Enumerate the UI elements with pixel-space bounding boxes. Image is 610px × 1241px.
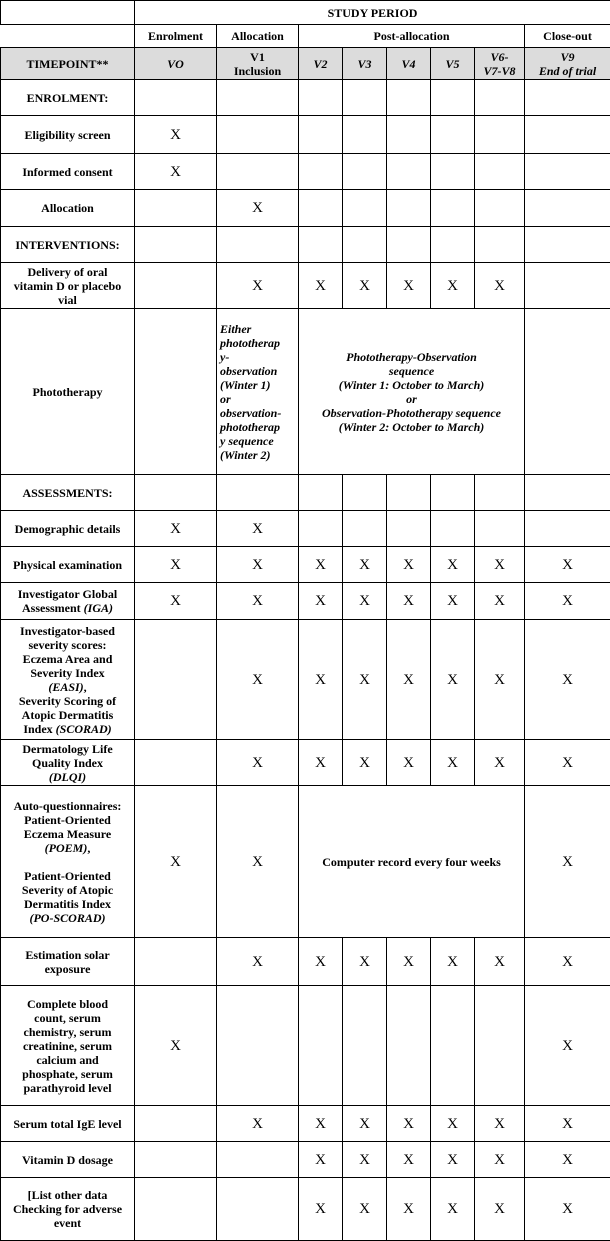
timepoint-v6-v8	[475, 48, 525, 80]
timepoint-v3: V3	[343, 48, 387, 80]
mark-cell: X	[431, 1142, 475, 1178]
mark-cell: X	[387, 1106, 431, 1142]
timepoint-v1-line1: V1	[250, 49, 265, 64]
mark-cell: X	[387, 583, 431, 620]
post-allocation-phase-header: Post-allocation	[299, 25, 525, 48]
note-line: observation	[220, 363, 278, 378]
label-line: Severity Scoring of	[18, 693, 117, 708]
row-label-demographic: Demographic details	[1, 511, 135, 547]
row-label-eligibility: Eligibility screen	[1, 116, 135, 154]
mark-cell: X	[431, 263, 475, 309]
note-line: Either	[220, 321, 252, 336]
mark-cell: X	[343, 938, 387, 986]
mark-cell: X	[299, 1178, 343, 1241]
mark-cell: X	[217, 583, 299, 620]
mark-cell: X	[299, 1142, 343, 1178]
mark-cell: X	[525, 1106, 610, 1142]
note-line: phototherap	[220, 335, 281, 350]
mark-cell: X	[299, 583, 343, 620]
label-abbrev: (PO-SCORAD)	[29, 910, 106, 925]
row-label-physical: Physical examination	[1, 547, 135, 583]
label-abbrev: (IGA)	[83, 601, 113, 615]
timepoint-v1	[217, 48, 299, 80]
section-assessments: ASSESSMENTS:	[1, 475, 135, 511]
mark-cell: X	[387, 1178, 431, 1241]
mark-cell: X	[475, 740, 525, 786]
row-label-iga	[1, 583, 135, 620]
mark-cell: X	[135, 547, 217, 583]
label-comma: ,	[83, 679, 87, 694]
label-line: Dermatology Life	[22, 741, 113, 756]
row-label-blood-tests	[1, 986, 135, 1106]
timepoint-v9-line2: End of trial	[538, 63, 597, 78]
mark-cell: X	[525, 740, 610, 786]
label-line: Investigator Global	[17, 587, 118, 601]
mark-cell: X	[475, 263, 525, 309]
mark-cell: X	[525, 620, 610, 740]
label-line: calcium and	[36, 1052, 99, 1067]
label-line: phosphate, serum	[22, 1066, 113, 1081]
row-label-vitamin-d-delivery	[1, 263, 135, 309]
label-line: count, serum	[34, 1010, 101, 1025]
timepoint-v0-text: VO	[167, 56, 184, 71]
label-abbrev: (SCORAD)	[55, 721, 112, 736]
note-line: or	[220, 391, 231, 406]
label-comma: ,	[87, 840, 91, 855]
mark-cell: X	[135, 583, 217, 620]
mark-cell: X	[217, 786, 299, 938]
label-line: event	[53, 1216, 82, 1230]
mark-cell: X	[299, 263, 343, 309]
mark-cell: X	[217, 511, 299, 547]
mark-cell: X	[343, 1106, 387, 1142]
header-blank-cell	[1, 1, 135, 25]
mark-cell: X	[475, 547, 525, 583]
note-line: phototherap	[220, 419, 281, 434]
mark-cell: X	[217, 740, 299, 786]
mark-cell: X	[299, 547, 343, 583]
row-label-ige: Serum total IgE level	[1, 1106, 135, 1142]
label-line: Auto-questionnaires:	[13, 798, 122, 813]
mark-cell: X	[343, 740, 387, 786]
label-abbrev: (EASI)	[48, 679, 84, 694]
label-line: Investigator-based	[20, 623, 115, 638]
section-enrolment: ENROLMENT:	[1, 80, 135, 116]
mark-cell: X	[475, 938, 525, 986]
label-line: Estimation solar	[25, 947, 110, 962]
label-line: Index	[23, 721, 56, 736]
note-line: sequence	[388, 363, 435, 378]
label-line: [List other data	[27, 1188, 108, 1202]
mark-cell: X	[431, 938, 475, 986]
mark-cell: X	[343, 1178, 387, 1241]
mark-cell: X	[475, 620, 525, 740]
row-label-auto-questionnaires	[1, 786, 135, 938]
mark-cell: X	[525, 547, 610, 583]
mark-cell: X	[475, 583, 525, 620]
label-line: severity scores:	[28, 637, 107, 652]
section-interventions: INTERVENTIONS:	[1, 227, 135, 263]
mark-cell: X	[475, 1106, 525, 1142]
label-line: Assessment	[21, 601, 84, 615]
timepoint-v2: V2	[299, 48, 343, 80]
mark-cell: X	[217, 547, 299, 583]
computer-record-note: Computer record every four weeks	[299, 786, 525, 938]
mark-cell: X	[525, 1178, 610, 1241]
note-line: (Winter 2)	[220, 447, 271, 462]
mark-cell: X	[431, 620, 475, 740]
label-line: vitamin D or placebo	[13, 278, 122, 293]
timepoint-v9	[525, 48, 610, 80]
note-line: Phototherapy-Observation	[346, 349, 477, 364]
mark-cell: X	[475, 1178, 525, 1241]
mark-cell: X	[343, 583, 387, 620]
mark-cell: X	[299, 620, 343, 740]
row-label-solar-exposure	[1, 938, 135, 986]
timepoint-v6-line1: V6-	[490, 49, 509, 64]
mark-cell: X	[217, 1106, 299, 1142]
note-line: (Winter 1: October to March)	[338, 377, 485, 392]
label-line: creatinine, serum	[22, 1038, 113, 1053]
mark-cell: X	[343, 547, 387, 583]
study-period-header: STUDY PERIOD	[135, 1, 610, 25]
label-line: Complete blood	[27, 996, 108, 1011]
label-line: exposure	[44, 961, 91, 976]
note-line: (Winter 2: October to March)	[338, 419, 485, 434]
note-line: or	[406, 391, 417, 406]
label-line: Quality Index	[31, 755, 103, 770]
mark-cell: X	[431, 1178, 475, 1241]
mark-cell: X	[299, 938, 343, 986]
label-line: Patient-Oriented	[24, 868, 111, 883]
row-label-vitamin-d-dosage: Vitamin D dosage	[1, 1142, 135, 1178]
mark-cell: X	[387, 938, 431, 986]
mark-cell: X	[431, 1106, 475, 1142]
phototherapy-allocation-note	[217, 309, 299, 475]
note-line: y-	[220, 349, 230, 364]
allocation-phase-header: Allocation	[217, 25, 299, 48]
row-label-consent: Informed consent	[1, 154, 135, 190]
mark-cell: X	[387, 620, 431, 740]
label-line: Delivery of oral	[27, 264, 108, 279]
mark-cell: X	[217, 620, 299, 740]
timepoint-v0	[135, 48, 217, 80]
mark-cell: X	[525, 1142, 610, 1178]
mark-cell: X	[525, 583, 610, 620]
enrolment-phase-header: Enrolment	[135, 25, 217, 48]
timepoint-label: TIMEPOINT**	[1, 48, 135, 80]
label-line: Atopic Dermatitis	[21, 707, 114, 722]
timepoint-v6-line2: V7-V8	[483, 63, 516, 78]
row-label-other-data	[1, 1178, 135, 1241]
mark-cell: X	[343, 263, 387, 309]
row-label-severity-scores	[1, 620, 135, 740]
note-line: y sequence	[220, 433, 274, 448]
mark-cell: X	[475, 1142, 525, 1178]
mark-cell: X	[387, 263, 431, 309]
mark-cell: X	[387, 547, 431, 583]
label-line: parathyroid level	[23, 1080, 112, 1095]
mark-cell: X	[525, 938, 610, 986]
timepoint-v4: V4	[387, 48, 431, 80]
mark-cell: X	[299, 740, 343, 786]
mark-cell: X	[299, 1106, 343, 1142]
note-line: (Winter 1)	[220, 377, 271, 392]
timepoint-v9-line1: V9	[560, 49, 575, 64]
label-line: Dermatitis Index	[24, 896, 111, 911]
mark-cell: X	[135, 116, 217, 154]
row-label-phototherapy: Phototherapy	[1, 309, 135, 475]
label-line: Patient-Oriented	[24, 812, 111, 827]
label-line: Severity Index	[30, 665, 105, 680]
mark-cell: X	[343, 620, 387, 740]
mark-cell: X	[387, 740, 431, 786]
mark-cell: X	[525, 986, 610, 1106]
row-label-dlqi	[1, 740, 135, 786]
label-line: Checking for adverse	[12, 1202, 123, 1216]
mark-cell: X	[431, 583, 475, 620]
label-line: Severity of Atopic	[21, 882, 114, 897]
mark-cell: X	[217, 938, 299, 986]
phototherapy-post-allocation-note	[299, 309, 525, 475]
label-abbrev: (DLQI)	[48, 769, 87, 784]
label-line: vial	[58, 292, 77, 307]
note-line: observation-	[220, 405, 282, 420]
label-line: Eczema Area and	[22, 651, 113, 666]
header-blank-cell-2	[1, 25, 135, 48]
mark-cell: X	[217, 190, 299, 227]
mark-cell: X	[135, 154, 217, 190]
mark-cell: X	[135, 511, 217, 547]
mark-cell: X	[217, 263, 299, 309]
row-label-allocation: Allocation	[1, 190, 135, 227]
mark-cell: X	[387, 1142, 431, 1178]
mark-cell: X	[525, 786, 610, 938]
timepoint-v5: V5	[431, 48, 475, 80]
label-line: Eczema Measure	[23, 826, 112, 841]
label-abbrev: (POEM)	[44, 840, 88, 855]
mark-cell: X	[135, 986, 217, 1106]
mark-cell: X	[431, 740, 475, 786]
label-line: chemistry, serum	[23, 1024, 112, 1039]
close-out-phase-header: Close-out	[525, 25, 610, 48]
note-line: Observation-Phototherapy sequence	[322, 405, 501, 420]
mark-cell: X	[431, 547, 475, 583]
mark-cell: X	[135, 786, 217, 938]
mark-cell: X	[343, 1142, 387, 1178]
timepoint-v1-line2: Inclusion	[233, 63, 282, 78]
